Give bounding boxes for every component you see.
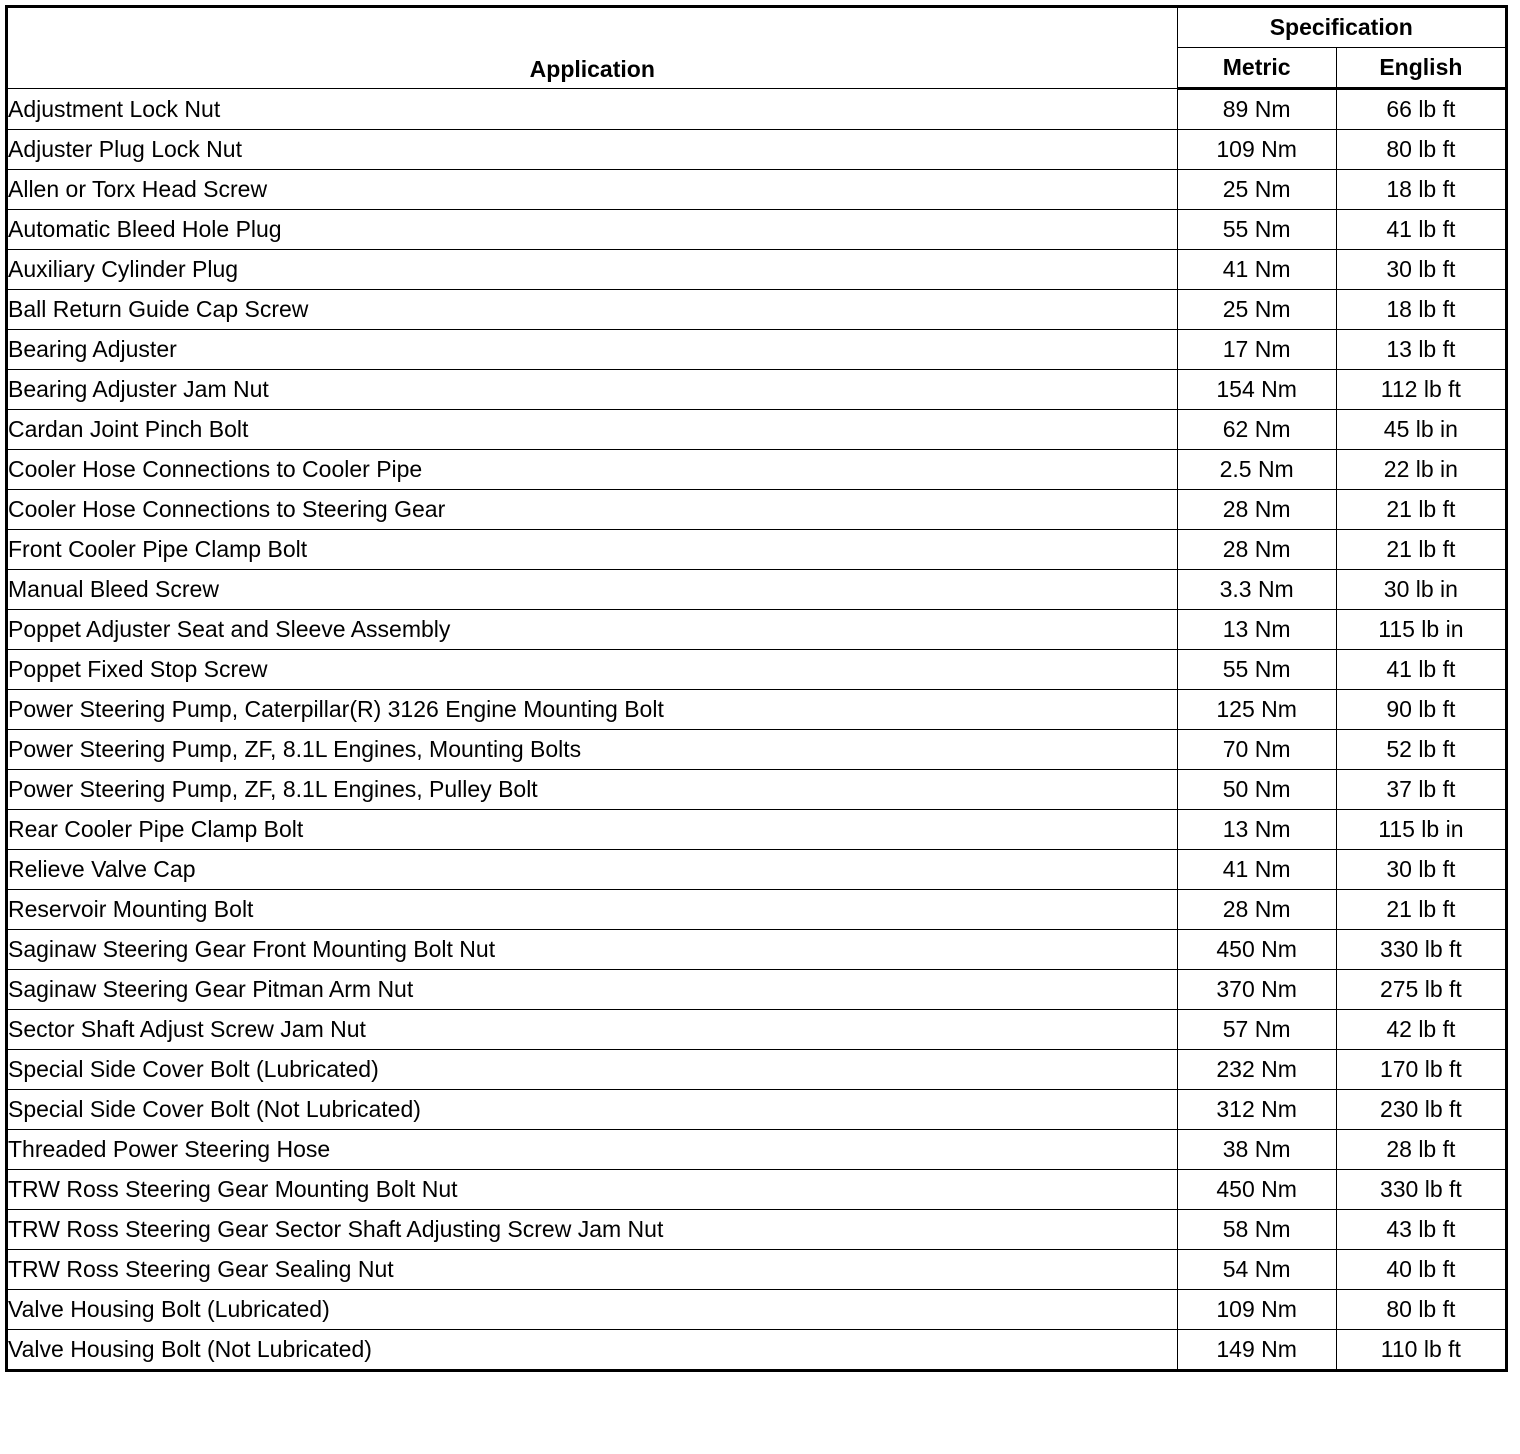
header-row-top xyxy=(7,7,1507,48)
metric-cell: 57 Nm xyxy=(1177,1010,1336,1050)
english-cell: 42 lb ft xyxy=(1336,1010,1506,1050)
table-row xyxy=(7,330,1507,370)
table-row xyxy=(7,370,1507,410)
english-cell: 110 lb ft xyxy=(1336,1330,1506,1371)
table-row xyxy=(7,1330,1507,1371)
application-cell: Power Steering Pump, ZF, 8.1L Engines, Mounting Bolts xyxy=(7,730,1178,770)
application-cell: Special Side Cover Bolt (Not Lubricated) xyxy=(7,1090,1178,1130)
application-cell: Power Steering Pump, ZF, 8.1L Engines, Pulley Bolt xyxy=(7,770,1178,810)
application-cell: Valve Housing Bolt (Lubricated) xyxy=(7,1290,1178,1330)
application-cell: Reservoir Mounting Bolt xyxy=(7,890,1178,930)
metric-cell: 312 Nm xyxy=(1177,1090,1336,1130)
english-cell: 43 lb ft xyxy=(1336,1210,1506,1250)
table-row xyxy=(7,770,1507,810)
english-cell: 41 lb ft xyxy=(1336,650,1506,690)
english-column-header: English xyxy=(1336,48,1506,89)
application-cell: Cardan Joint Pinch Bolt xyxy=(7,410,1178,450)
english-cell: 37 lb ft xyxy=(1336,770,1506,810)
metric-cell: 70 Nm xyxy=(1177,730,1336,770)
table-row xyxy=(7,1010,1507,1050)
metric-cell: 50 Nm xyxy=(1177,770,1336,810)
metric-cell: 450 Nm xyxy=(1177,1170,1336,1210)
application-cell: Bearing Adjuster xyxy=(7,330,1178,370)
english-cell: 275 lb ft xyxy=(1336,970,1506,1010)
english-cell: 30 lb in xyxy=(1336,570,1506,610)
table-row xyxy=(7,570,1507,610)
english-cell: 18 lb ft xyxy=(1336,290,1506,330)
metric-cell: 55 Nm xyxy=(1177,210,1336,250)
metric-cell: 28 Nm xyxy=(1177,530,1336,570)
application-cell: Special Side Cover Bolt (Lubricated) xyxy=(7,1050,1178,1090)
table-row xyxy=(7,130,1507,170)
english-cell: 28 lb ft xyxy=(1336,1130,1506,1170)
table-row xyxy=(7,730,1507,770)
metric-cell: 109 Nm xyxy=(1177,1290,1336,1330)
table-row xyxy=(7,810,1507,850)
metric-cell: 62 Nm xyxy=(1177,410,1336,450)
english-cell: 13 lb ft xyxy=(1336,330,1506,370)
english-cell: 40 lb ft xyxy=(1336,1250,1506,1290)
table-row xyxy=(7,610,1507,650)
english-cell: 230 lb ft xyxy=(1336,1090,1506,1130)
english-cell: 115 lb in xyxy=(1336,610,1506,650)
english-cell: 170 lb ft xyxy=(1336,1050,1506,1090)
metric-cell: 55 Nm xyxy=(1177,650,1336,690)
english-cell: 41 lb ft xyxy=(1336,210,1506,250)
table-row xyxy=(7,530,1507,570)
application-cell: Cooler Hose Connections to Steering Gear xyxy=(7,490,1178,530)
metric-cell: 149 Nm xyxy=(1177,1330,1336,1371)
table-row xyxy=(7,1170,1507,1210)
table-row xyxy=(7,1210,1507,1250)
table-row xyxy=(7,1250,1507,1290)
application-cell: Poppet Adjuster Seat and Sleeve Assembly xyxy=(7,610,1178,650)
metric-cell: 25 Nm xyxy=(1177,170,1336,210)
table-row xyxy=(7,250,1507,290)
application-column-header: Application xyxy=(7,7,1178,89)
table-row xyxy=(7,490,1507,530)
metric-cell: 25 Nm xyxy=(1177,290,1336,330)
table-body xyxy=(7,89,1507,1371)
english-cell: 21 lb ft xyxy=(1336,490,1506,530)
english-cell: 52 lb ft xyxy=(1336,730,1506,770)
table-row xyxy=(7,850,1507,890)
metric-cell: 89 Nm xyxy=(1177,89,1336,130)
table-row xyxy=(7,210,1507,250)
metric-cell: 109 Nm xyxy=(1177,130,1336,170)
metric-cell: 125 Nm xyxy=(1177,690,1336,730)
application-cell: Rear Cooler Pipe Clamp Bolt xyxy=(7,810,1178,850)
application-cell: TRW Ross Steering Gear Sealing Nut xyxy=(7,1250,1178,1290)
table-row xyxy=(7,1290,1507,1330)
english-cell: 21 lb ft xyxy=(1336,530,1506,570)
table-row xyxy=(7,89,1507,130)
table-row xyxy=(7,1050,1507,1090)
metric-cell: 54 Nm xyxy=(1177,1250,1336,1290)
table-header xyxy=(7,7,1507,89)
application-cell: Sector Shaft Adjust Screw Jam Nut xyxy=(7,1010,1178,1050)
table-row xyxy=(7,1090,1507,1130)
application-cell: Ball Return Guide Cap Screw xyxy=(7,290,1178,330)
english-cell: 330 lb ft xyxy=(1336,1170,1506,1210)
application-cell: Automatic Bleed Hole Plug xyxy=(7,210,1178,250)
english-cell: 80 lb ft xyxy=(1336,1290,1506,1330)
metric-cell: 17 Nm xyxy=(1177,330,1336,370)
specification-column-header: Specification xyxy=(1177,7,1506,48)
table-row xyxy=(7,930,1507,970)
metric-cell: 41 Nm xyxy=(1177,250,1336,290)
metric-cell: 450 Nm xyxy=(1177,930,1336,970)
english-cell: 22 lb in xyxy=(1336,450,1506,490)
english-cell: 80 lb ft xyxy=(1336,130,1506,170)
application-cell: Threaded Power Steering Hose xyxy=(7,1130,1178,1170)
english-cell: 45 lb in xyxy=(1336,410,1506,450)
table-row xyxy=(7,290,1507,330)
application-cell: Adjustment Lock Nut xyxy=(7,89,1178,130)
metric-cell: 13 Nm xyxy=(1177,810,1336,850)
metric-cell: 154 Nm xyxy=(1177,370,1336,410)
english-cell: 30 lb ft xyxy=(1336,850,1506,890)
metric-cell: 58 Nm xyxy=(1177,1210,1336,1250)
table-row xyxy=(7,890,1507,930)
application-cell: Saginaw Steering Gear Front Mounting Bolt Nut xyxy=(7,930,1178,970)
metric-cell: 28 Nm xyxy=(1177,890,1336,930)
metric-cell: 2.5 Nm xyxy=(1177,450,1336,490)
metric-column-header: Metric xyxy=(1177,48,1336,89)
application-cell: Valve Housing Bolt (Not Lubricated) xyxy=(7,1330,1178,1371)
metric-cell: 3.3 Nm xyxy=(1177,570,1336,610)
table-row xyxy=(7,410,1507,450)
application-cell: Manual Bleed Screw xyxy=(7,570,1178,610)
table-row xyxy=(7,1130,1507,1170)
english-cell: 112 lb ft xyxy=(1336,370,1506,410)
table-row xyxy=(7,650,1507,690)
application-cell: Saginaw Steering Gear Pitman Arm Nut xyxy=(7,970,1178,1010)
metric-cell: 370 Nm xyxy=(1177,970,1336,1010)
application-cell: Poppet Fixed Stop Screw xyxy=(7,650,1178,690)
application-cell: Front Cooler Pipe Clamp Bolt xyxy=(7,530,1178,570)
metric-cell: 232 Nm xyxy=(1177,1050,1336,1090)
english-cell: 115 lb in xyxy=(1336,810,1506,850)
table-row xyxy=(7,690,1507,730)
metric-cell: 13 Nm xyxy=(1177,610,1336,650)
application-cell: Cooler Hose Connections to Cooler Pipe xyxy=(7,450,1178,490)
english-cell: 66 lb ft xyxy=(1336,89,1506,130)
english-cell: 18 lb ft xyxy=(1336,170,1506,210)
application-cell: Allen or Torx Head Screw xyxy=(7,170,1178,210)
english-cell: 330 lb ft xyxy=(1336,930,1506,970)
application-cell: TRW Ross Steering Gear Mounting Bolt Nut xyxy=(7,1170,1178,1210)
table-row xyxy=(7,970,1507,1010)
application-cell: Auxiliary Cylinder Plug xyxy=(7,250,1178,290)
application-cell: Adjuster Plug Lock Nut xyxy=(7,130,1178,170)
application-cell: Relieve Valve Cap xyxy=(7,850,1178,890)
application-cell: Bearing Adjuster Jam Nut xyxy=(7,370,1178,410)
metric-cell: 41 Nm xyxy=(1177,850,1336,890)
english-cell: 30 lb ft xyxy=(1336,250,1506,290)
english-cell: 90 lb ft xyxy=(1336,690,1506,730)
metric-cell: 38 Nm xyxy=(1177,1130,1336,1170)
specification-table xyxy=(5,5,1508,1372)
application-cell: Power Steering Pump, Caterpillar(R) 3126 Engine Mounting Bolt xyxy=(7,690,1178,730)
table-row xyxy=(7,170,1507,210)
table-row xyxy=(7,450,1507,490)
english-cell: 21 lb ft xyxy=(1336,890,1506,930)
application-cell: TRW Ross Steering Gear Sector Shaft Adjusting Screw Jam Nut xyxy=(7,1210,1178,1250)
metric-cell: 28 Nm xyxy=(1177,490,1336,530)
